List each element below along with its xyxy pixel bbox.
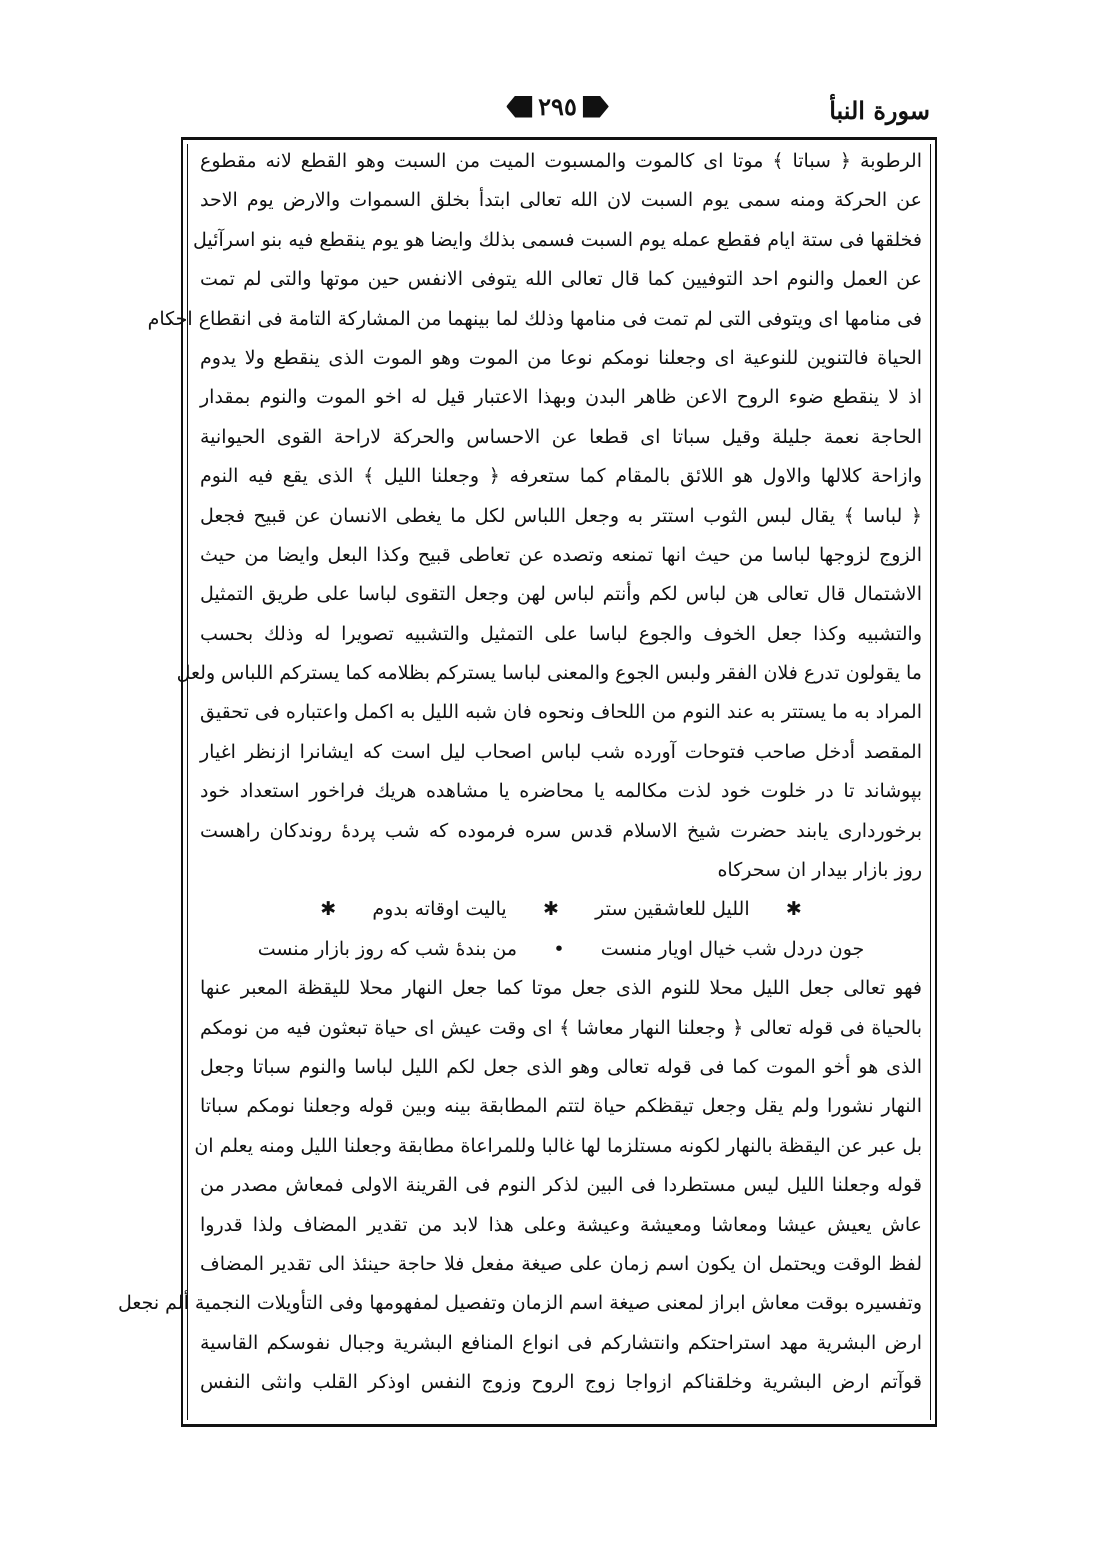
- text-line: برخوردارى يابند حضرت شيخ الاسلام قدس سره فرموده كه شب پردهٔ روندكان راهست: [200, 819, 922, 842]
- text-line: بپوشاند تا در خلوت خود لذت مكالمه يا محاضره يا مشاهده هريك فراخور استعداد خود: [200, 780, 922, 803]
- text-line: الذى هو أخو الموت كما فى قوله تعالى وهو الذى جعل لكم الليل لباسا والنوم سباتا وجعل: [200, 1055, 922, 1078]
- text-line: الحياة فالتنوين للنوعية اى وجعلنا نومكم نوعا من الموت وهو الموت الذى ينقطع ولا يدوم: [200, 346, 922, 369]
- text-line: لفظ الوقت ويحتمل ان يكون اسم زمان على صيغة مفعل فلا حاجة حينئذ الى تقدير المضاف: [200, 1252, 922, 1275]
- page-number-group: [506, 92, 609, 121]
- verse-separator-icon: ✱: [320, 898, 337, 921]
- text-line: النهار نشورا ولم يقل وجعل تيقظكم حياة لتتم المطابقة بينه وبين قوله وجعلنا نومكم سباتا: [200, 1095, 922, 1118]
- ornament-right-icon: [583, 96, 609, 118]
- verse-hemistich: الليل للعاشقين ستر: [595, 898, 750, 921]
- text-line: بالحياة فى قوله تعالى ﴿ وجعلنا النهار معاشا ﴾ اى وقت عيش اى حياة تبعثون فيه من نومكم: [200, 1016, 922, 1039]
- text-line: وتفسيره بوقت معاش ابراز لمعنى صيغة اسم الزمان وتفصيل لمفهومها وفى التأويلات النجمية ألم نجعل: [118, 1292, 922, 1315]
- verse-line: [200, 890, 922, 929]
- verse-line: [200, 930, 922, 969]
- text-line: ارض البشرية مهد استراحتكم وانتشاركم فى انواع المنافع البشرية وجبال نفوسكم القاسية: [200, 1331, 922, 1354]
- text-line: والتشبيه وكذا جعل الخوف والجوع لباسا على التمثيل والتشبيه تصويرا له وذلك بحسب: [200, 622, 922, 645]
- text-line: بل عبر عن اليقظة بالنهار لكونه مستلزما لها غالبا وللمراعاة مطابقة وجعلنا الليل ومنه يعلم ان: [194, 1134, 922, 1157]
- text-line: فهو تعالى جعل الليل محلا للنوم الذى جعل موتا كما جعل النهار محلا لليقظة المعبر عنها: [200, 977, 922, 1000]
- page-number: ٢٩٥: [538, 92, 577, 121]
- verse-separator-icon: •: [553, 937, 565, 960]
- text-line: روز بازار بيدار ان سحركاه: [717, 859, 922, 882]
- text-line: قوآتم ارض البشرية وخلقناكم ازواجا زوج الروح وزوج النفس اوذكر القلب وانثى النفس: [200, 1371, 922, 1394]
- text-line: ما يقولون تدرع فلان الفقر ولبس الجوع والمعنى لباسا يستركم بظلامه كما يستركم اللباس ولعل: [176, 662, 922, 685]
- text-line: الزوج لزوجها لباسا من حيث انها تمنعه وتصده عن تعاطى قبيح وكذا البعل وايضا من حيث: [200, 543, 922, 566]
- text-line: ﴿ لباسا ﴾ يقال لبس الثوب استتر به وجعل اللباس لكل ما يغطى الانسان عن قبيح فجعل: [200, 504, 922, 527]
- verse-separator-icon: ✱: [785, 898, 802, 921]
- text-line: عن العمل والنوم احد التوفيين كما قال تعالى الله يتوفى الانفس حين موتها والتى لم تمت: [200, 268, 922, 291]
- text-line: الرطوبة ﴿ سباتا ﴾ موتا اى كالموت والمسبوت الميت من السبت وهو القطع لانه مقطوع: [200, 150, 922, 172]
- body-text: [118, 142, 923, 1403]
- text-line: اذ لا ينقطع ضوء الروح الاعن ظاهر البدن وبهذا الاعتبار قيل له اخو الموت والنوم بمقدار: [200, 386, 922, 409]
- text-line: وازاحة كلالها والاول هو اللائق بالمقام كما ستعرفه ﴿ وجعلنا الليل ﴾ الذى يقع فيه النوم: [200, 465, 922, 488]
- text-line: المراد به ما يستتر به عند النوم من اللحاف ونحوه فان شبه الليل به اكمل واعتباره فى تحقيق: [200, 701, 922, 724]
- surah-title: سورة النبأ: [829, 96, 930, 125]
- text-line: فى منامها اى ويتوفى التى لم تمت فى منامها وذلك لما بينهما من المشاركة التامة فى انقطاع احكام: [147, 307, 922, 330]
- text-line: فخلقها فى ستة ايام فقطع عمله يوم السبت فسمى بذلك وايضا هو يوم ينقطع فيه بنو اسرآئيل: [193, 228, 922, 251]
- text-line: الاشتمال قال تعالى هن لباس لكم وأنتم لباس لهن وجعل التقوى لباسا على طريق التمثيل: [200, 583, 922, 606]
- text-line: المقصد أدخل صاحب فتوحات آورده شب لباس اصحاب ليل است كه ايشانرا ازنظر اغيار: [200, 740, 922, 763]
- verse-hemistich: من بندهٔ شب كه روز بازار منست: [257, 937, 518, 960]
- ornament-left-icon: [506, 96, 532, 118]
- page-header: [185, 92, 930, 132]
- text-line: عاش يعيش عيشا ومعاشا ومعيشة وعيشة وعلى هذا لابد من تقدير المضاف ولذا قدروا: [200, 1213, 923, 1236]
- text-line: الحاجة نعمة جليلة وقيل سباتا اى قطعا عن الاحساس والحركة لاراحة القوى الحيوانية: [200, 425, 922, 448]
- verse-hemistich: ياليت اوقاته بدوم: [372, 898, 507, 921]
- text-line: قوله وجعلنا الليل ليس مستطردا فى البين لذكر النوم فى القرينة الاولى فمعاش مصدر من: [200, 1174, 922, 1197]
- verse-separator-icon: ✱: [542, 898, 559, 921]
- verse-hemistich: جون دردل شب خيال اويار منست: [600, 937, 865, 960]
- text-line: عن الحركة ومنه سمى يوم السبت لان الله تعالى ابتدأ بخلق السموات والارض يوم الاحد: [200, 189, 922, 212]
